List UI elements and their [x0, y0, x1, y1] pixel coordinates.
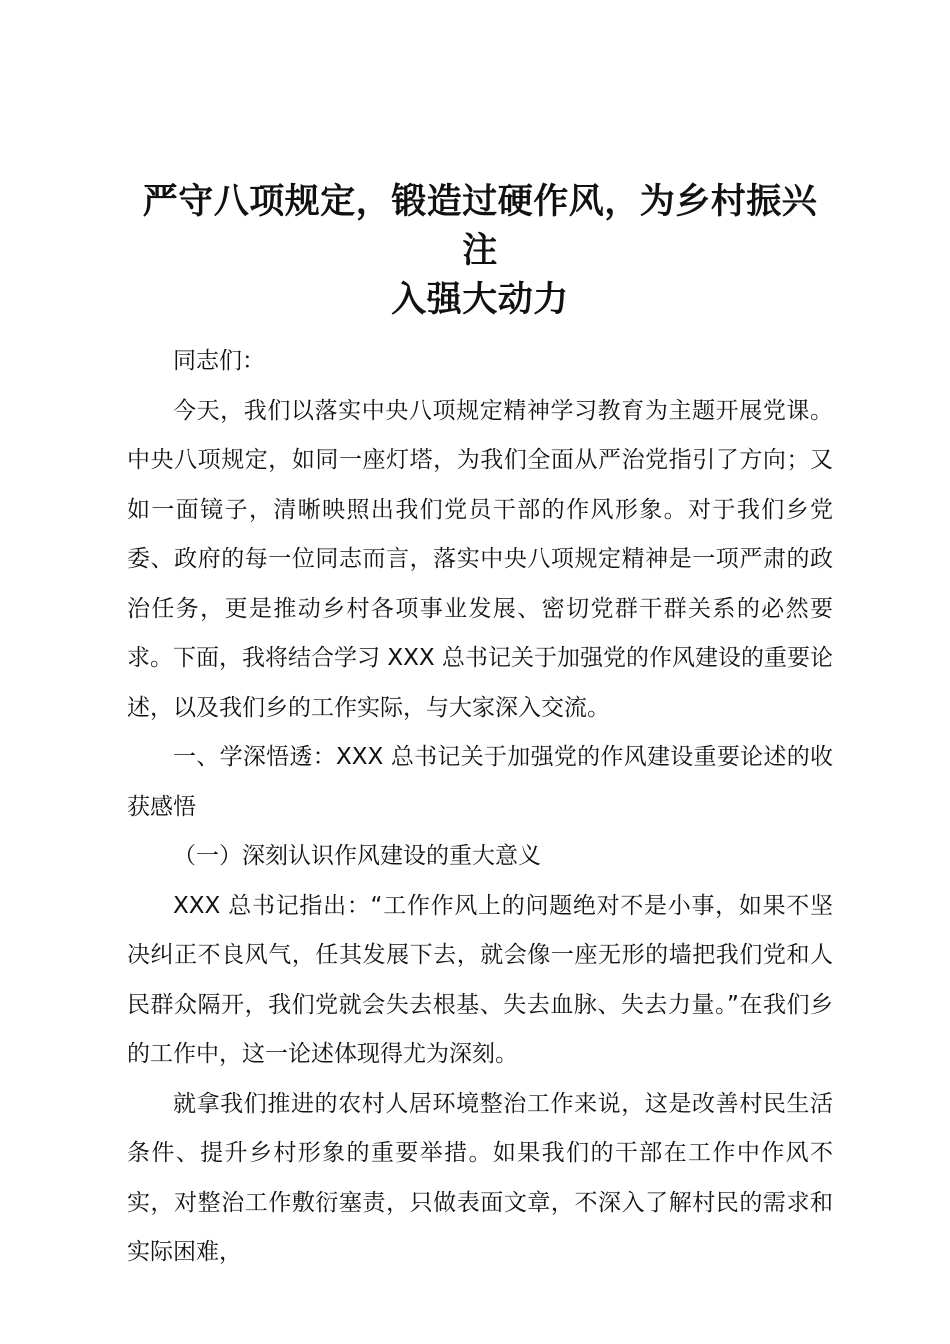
title-line-2: 入强大动力 [391, 280, 569, 320]
section-heading-1: 一、学深悟透：XXX 总书记关于加强党的作风建设重要论述的收获感悟 [127, 744, 833, 820]
quote-paragraph: XXX 总书记指出：“工作作风上的问题绝对不是小事，如果不坚决纠正不良风气，任其发展下去，就会像一座无形的墙把我们党和人民群众隔开，我们党就会失去根基、失去血脉、失去力量。”在我们乡的工作中，这一论述体现得尤为深刻。 [127, 892, 833, 1067]
title-line-1: 严守八项规定，锻造过硬作风，为乡村振兴注 [142, 182, 818, 271]
example-paragraph: 就拿我们推进的农村人居环境整治工作来说，这是改善村民生活条件、提升乡村形象的重要举措。如果我们的干部在工作中作风不实，对整治工作敷衍塞责，只做表面文章，不深入了解村民的需求和实际困难， [127, 1090, 833, 1265]
title-spacer [127, 325, 833, 337]
document-title [127, 178, 833, 325]
greeting: 同志们： [173, 348, 265, 374]
subsection-heading-1: （一）深刻认识作风建设的重大意义 [173, 843, 541, 869]
intro-paragraph: 今天，我们以落实中央八项规定精神学习教育为主题开展党课。中央八项规定，如同一座灯塔，为我们全面从严治党指引了方向；又如一面镜子，清晰映照出我们党员干部的作风形象。对于我们乡党委、政府的每一位同志而言，落实中央八项规定精神是一项严肃的政治任务，更是推动乡村各项事业发展、密切党群干群关系的必然要求。下面，我将结合学习 XXX 总书记关于加强党的作风建设的重要论述，以及我们乡的工作实际，与大家深入交流。 [127, 397, 833, 721]
document-body [127, 178, 833, 1278]
